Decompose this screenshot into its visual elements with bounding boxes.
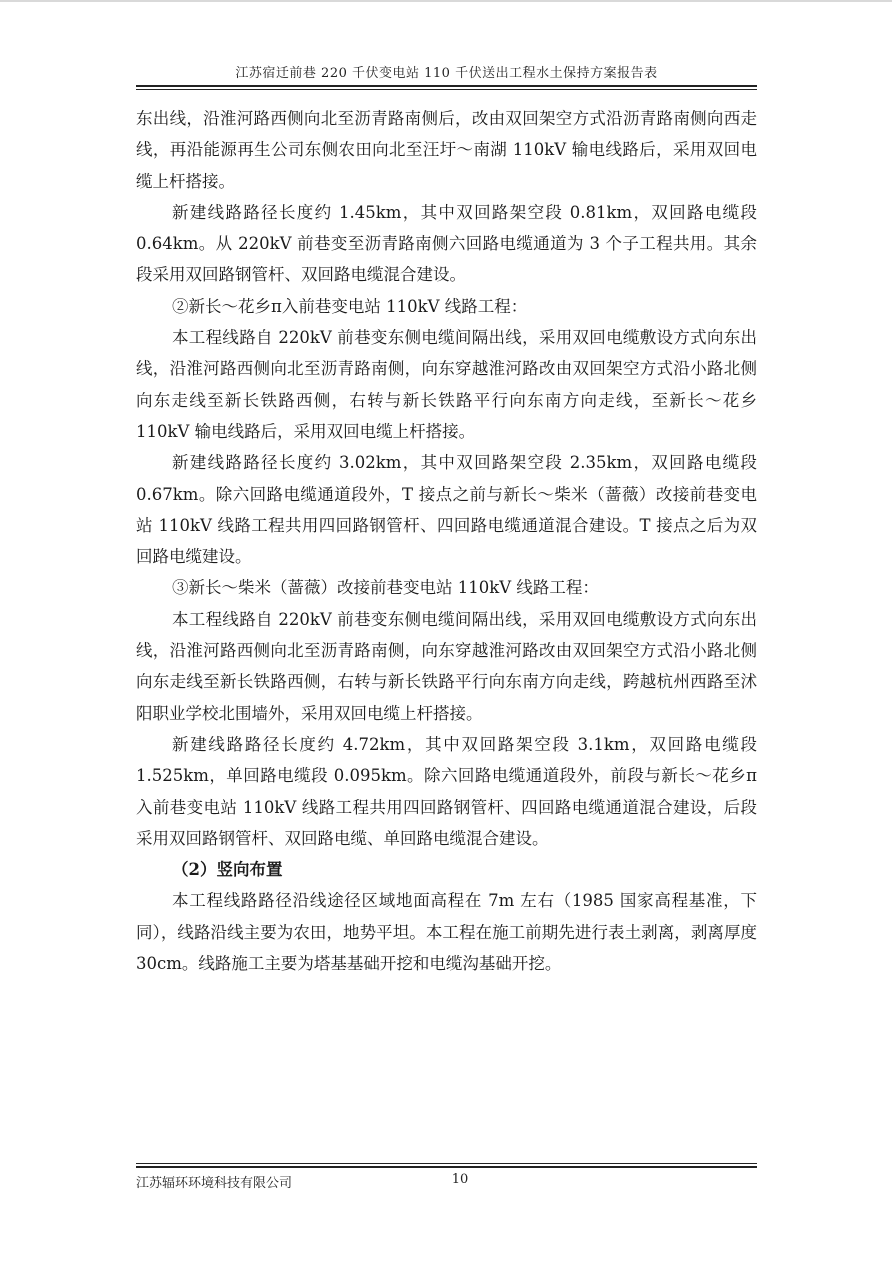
paragraph-route-desc-2: 本工程线路自 220kV 前巷变东侧电缆间隔出线，采用双回电缆敷设方式向东出线，沿淮河路西侧向北至沥青路南侧，向东穿越淮河路改由双回架空方式沿小路北侧向东走线至新长铁路西侧，右转与新长铁路平行向东南方向走线，至新长～花乡 110kV 输电线路后，采用双回电缆上杆搭接。	[136, 328, 757, 441]
header-rule	[136, 85, 757, 87]
paragraph-route-desc-3: 本工程线路自 220kV 前巷变东侧电缆间隔出线，采用双回电缆敷设方式向东出线，沿淮河路西侧向北至沥青路南侧，向东穿越淮河路改由双回架空方式沿小路北侧向东走线至新长铁路西侧，右转与新长铁路平行向东南方向走线，跨越杭州西路至沭阳职业学校北围墙外，采用双回电缆上杆搭接。	[136, 609, 757, 723]
page-number: 10	[451, 1172, 469, 1187]
paragraph-route-length-1: 新建线路路径长度约 1.45km，其中双回路架空段 0.81km，双回路电缆段 0.64km。从 220kV 前巷变至沥青路南侧六回路电缆通道为 3 个子工程共用。其余段采用双回路钢管杆、双回路电缆混合建设。	[136, 202, 757, 285]
paragraph-route-length-3: 新建线路路径长度约 4.72km，其中双回路架空段 3.1km，双回路电缆段 1.525km，单回路电缆段 0.095km。除六回路电缆通道段外，前段与新长～花乡π入前巷变电站 110kV 线路工程共用四回路钢管杆、四回路电缆通道混合建设，后段采用双回路钢管杆、双回路电缆、单回路电缆混合建设。	[136, 734, 757, 848]
footer-rule-thin	[136, 1163, 757, 1164]
subsection-heading-2: ②新长～花乡π入前巷变电站 110kV 线路工程：	[172, 296, 528, 316]
footer-rule	[136, 1166, 757, 1168]
section-heading-vertical-layout: （2）竖向布置	[172, 860, 283, 880]
running-header-title: 江苏宿迁前巷 220 千伏变电站 110 千伏送出工程水土保持方案报告表	[235, 66, 658, 81]
paragraph-vertical-layout: 本工程线路路径沿线途径区域地面高程在 7m 左右（1985 国家高程基准，下同），线路沿线主要为农田，地势平坦。本工程在施工前期先进行表土剥离，剥离厚度 30cm。线路施工主要为塔基基础开挖和电缆沟基础开挖。	[136, 891, 757, 974]
subsection-heading-3: ③新长～柴米（蔷薇）改接前巷变电站 110kV 线路工程：	[172, 578, 599, 598]
paragraph-continuation: 东出线，沿淮河路西侧向北至沥青路南侧后，改由双回架空方式沿沥青路南侧向西走线，再沿能源再生公司东侧农田向北至汪圩～南湖 110kV 输电线路后，采用双回电缆上杆搭接。	[136, 109, 757, 191]
header-rule-thin	[136, 89, 757, 90]
paragraph-route-length-2: 新建线路路径长度约 3.02km，其中双回路架空段 2.35km，双回路电缆段 0.67km。除六回路电缆通道段外，T 接点之前与新长～柴米（蔷薇）改接前巷变电站 110kV 线路工程共用四回路钢管杆、四回路电缆通道混合建设。T 接点之后为双回路电缆建设。	[136, 453, 757, 567]
document-body	[136, 103, 757, 979]
page-top-edge	[0, 0, 892, 2]
footer-company-name: 江苏辐环环境科技有限公司	[136, 1176, 293, 1191]
